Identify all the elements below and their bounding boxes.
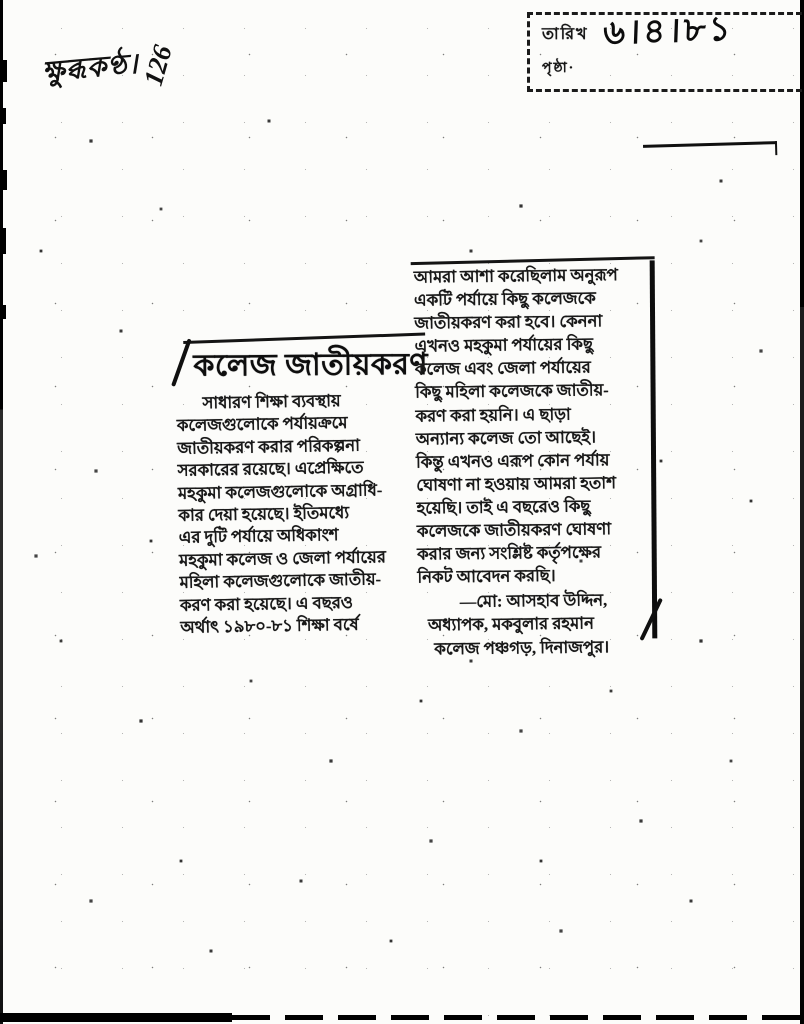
- text-line: ঘোষণা না হওয়ায় আমরা হতাশ: [416, 473, 617, 495]
- scan-edge-blob: [0, 108, 6, 124]
- horizontal-rule-mark: [643, 141, 777, 147]
- text-line: কার দেয়া হয়েছে। ইতিমধ্যে: [178, 502, 350, 525]
- scan-edge-blob: [0, 170, 7, 190]
- handwritten-date: ৬।৪।৮১: [601, 10, 734, 53]
- text-line: এখনও মহকুমা পর্যায়ের কিছু: [414, 334, 594, 356]
- clipping-headline: কলেজ জাতীয়করণ: [193, 347, 429, 383]
- scan-edge-left: [0, 0, 3, 1024]
- handwritten-slash-mark: [171, 338, 192, 386]
- text-line: কলেজগুলোকে পর্যায়ক্রমে: [176, 413, 348, 436]
- text-line: অন্যান্য কলেজ তো আছেই।: [415, 427, 597, 449]
- handwritten-page-number: 126: [137, 41, 178, 89]
- scan-edge-bottom: [0, 1013, 232, 1022]
- scan-edge-blob: [0, 228, 6, 254]
- text-line: সাধারণ শিক্ষা ব্যবস্থায়: [202, 391, 341, 413]
- text-line: হয়েছি। তাই এ বছরেও কিছু: [416, 496, 591, 518]
- text-line: জাতীয়করণ করার পরিকল্পনা: [177, 435, 361, 458]
- text-line: নিকট আবেদন করছি।: [417, 566, 556, 587]
- signature-line: অধ্যাপক, মকবুলার রহমান: [427, 613, 594, 635]
- column-rule-right: [650, 260, 657, 638]
- text-line: করণ করা হয়নি। এ ছাড়া: [415, 404, 571, 426]
- signature-line: কলেজ পঞ্চগড়, দিনাজপুর।: [434, 636, 610, 658]
- text-line: মহকুমা কলেজগুলোকে অগ্রাধি-: [177, 479, 383, 503]
- scan-edge-blob: [0, 305, 6, 319]
- text-line: সরকারের রয়েছে। এপ্রেক্ষিতে: [177, 457, 364, 481]
- scan-edge-blob: [0, 60, 7, 82]
- text-line: এর দুটি পর্যায়ে অধিকাংশ: [178, 525, 339, 548]
- text-line: করার জন্য সংশ্লিষ্ট কর্তৃপক্ষের: [417, 542, 602, 564]
- text-line: একটি পর্যায়ে কিছু কলেজকে: [413, 288, 596, 310]
- date-stamp-box: [527, 12, 802, 92]
- text-line: কলেজকে জাতীয়করণ ঘোষণা: [416, 519, 612, 541]
- scan-edge-bottom-broken: [232, 1015, 804, 1020]
- text-line: কিন্তু এখনও এরূপ কোন পর্যায়: [415, 449, 610, 472]
- scan-edge-right: [800, 0, 804, 1024]
- date-label: তারিখ: [542, 26, 589, 43]
- clipping-column-right: [414, 263, 651, 660]
- text-line: আমরা আশা করেছিলাম অনুরূপ: [413, 265, 618, 287]
- text-line: মহিলা কলেজগুলোকে জাতীয়-: [179, 569, 382, 593]
- page-label: পৃষ্ঠা·: [542, 61, 576, 76]
- clipping-column-left: [176, 389, 412, 639]
- text-line: করণ করা হয়েছে। এ বছরও: [179, 592, 354, 615]
- text-line: অর্থাৎ ১৯৮০-৮১ শিক্ষা বর্ষে: [180, 614, 359, 637]
- text-line: কলেজ এবং জেলা পর্যায়ের: [414, 357, 591, 379]
- handwritten-note: ক্ষুব্ধকণ্ঠ।: [40, 48, 140, 89]
- newspaper-clipping: [169, 250, 664, 658]
- text-line: মহকুমা কলেজ ও জেলা পর্যায়ের: [179, 547, 387, 570]
- text-line: জাতীয়করণ করা হবে। কেননা: [414, 311, 603, 333]
- signature-line: —মো: আসহাব উদ্দিন,: [459, 590, 608, 612]
- text-line: কিছু মহিলা কলেজকে জাতীয়-: [415, 380, 609, 403]
